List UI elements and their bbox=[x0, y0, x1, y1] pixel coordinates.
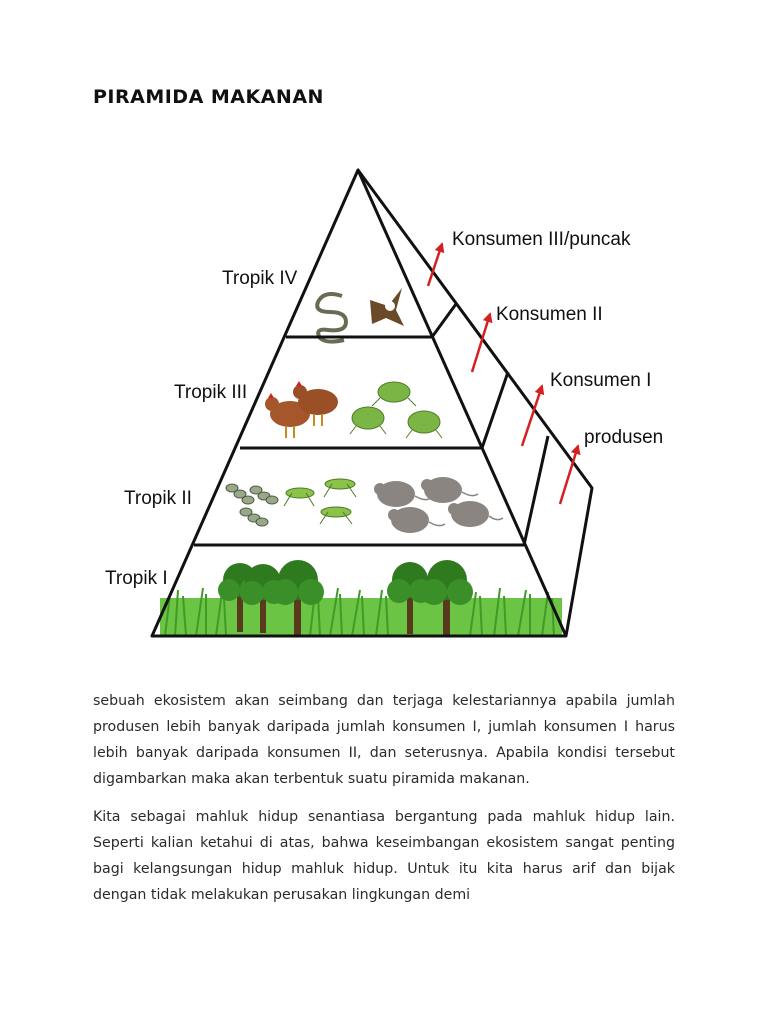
caterpillar-icon bbox=[226, 484, 278, 526]
body-text bbox=[93, 688, 675, 920]
grasshopper-icon bbox=[284, 479, 356, 524]
chicken-icon bbox=[265, 381, 338, 438]
role-label-produsen: produsen bbox=[584, 427, 664, 448]
role-label-konsumen-ii: Konsumen II bbox=[496, 304, 603, 325]
snake-icon bbox=[317, 294, 346, 342]
role-label-konsumen-iii: Konsumen III/puncak bbox=[452, 229, 631, 250]
level-label-tropik-iii: Tropik III bbox=[174, 382, 248, 403]
paragraph: sebuah ekosistem akan seimbang dan terjaga kelestariannya apabila jumlah produsen lebih banyak daripada jumlah konsumen I, jumlah konsumen I harus lebih banyak daripada konsumen II, dan seterusnya. Apabila kondisi tersebut digambarkan maka akan terbentuk suatu piramida makanan. bbox=[93, 693, 675, 787]
level-label-tropik-i: Tropik I bbox=[105, 568, 168, 589]
mouse-icon bbox=[374, 477, 503, 533]
eagle-icon bbox=[370, 288, 404, 326]
level-label-tropik-ii: Tropik II bbox=[124, 488, 192, 509]
paragraph: Kita sebagai mahluk hidup senantiasa bergantung pada mahluk hidup lain. Seperti kalian ketahui di atas, bahwa keseimbangan ekosistem sangat penting bagi kelangsungan hidup mahluk hidup. Untuk itu kita harus arif dan bijak dengan tidak melakukan perusakan lingkungan demi bbox=[93, 809, 675, 903]
role-label-konsumen-i: Konsumen I bbox=[550, 370, 652, 391]
up-arrow-icon bbox=[472, 314, 490, 372]
producer-scene bbox=[160, 560, 562, 636]
level-label-tropik-iv: Tropik IV bbox=[222, 268, 298, 289]
frog-icon bbox=[350, 382, 442, 438]
page-title: PIRAMIDA MAKANAN bbox=[93, 86, 324, 108]
